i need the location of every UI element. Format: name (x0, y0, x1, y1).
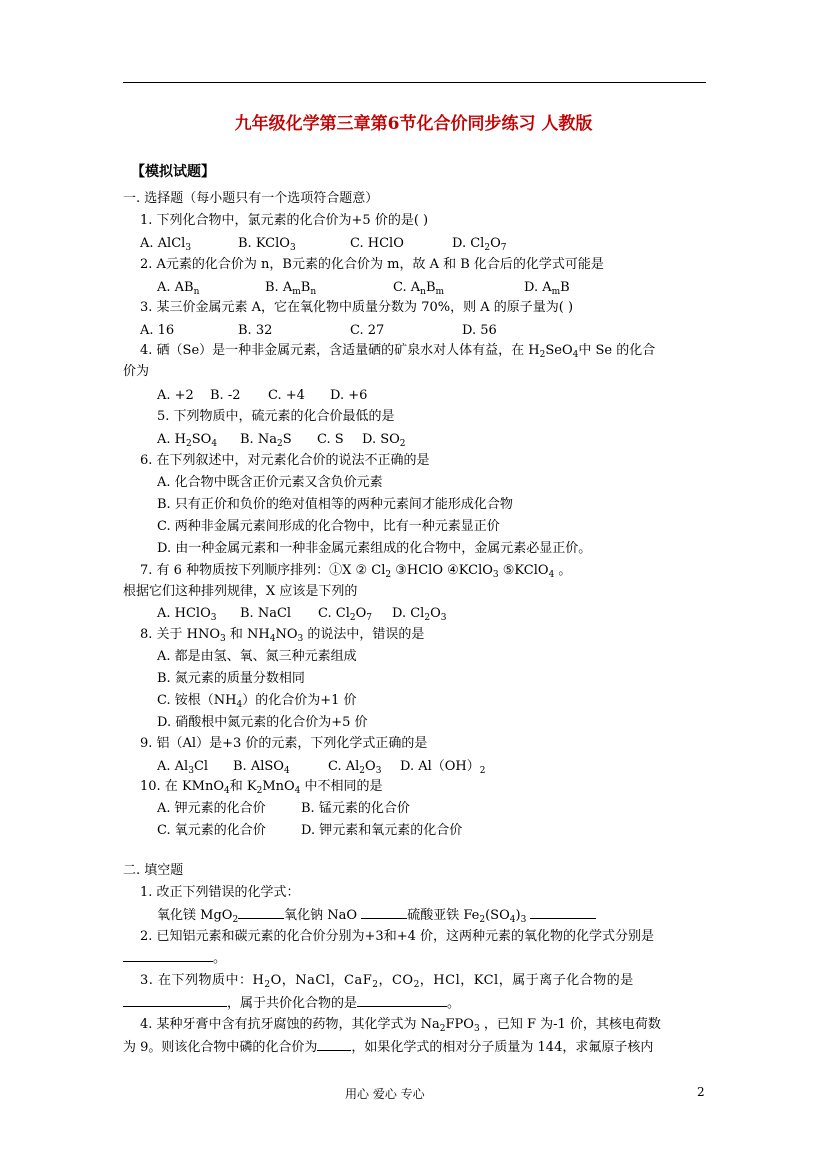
q1-opt-a: A. AlCl$_3$ (140, 236, 192, 253)
f1-blank-1[interactable] (238, 906, 284, 919)
q9-opt-c: C. $Al_2O_3$ (328, 759, 382, 776)
q4-opt-d: D. +6 (330, 388, 368, 403)
q4-opt-a: A. +2 (157, 388, 194, 403)
q8-opt-a: A. 都是由氢、氧、氮三种元素组成 (157, 649, 357, 664)
q3-opt-b: B. 32 (238, 323, 273, 338)
q9-opt-d: D. $Al(OH)_2$ (400, 759, 486, 776)
q10-opt-d: D. 钾元素和氧元素的化合价 (301, 823, 463, 838)
q1-opt-c: C. HClO (350, 236, 404, 251)
f2-answer: 。 (123, 949, 226, 968)
q9-stem: 9. 铝（Al）是+3 价的元素，下列化学式正确的是 (140, 736, 428, 751)
f1-blank-2[interactable] (361, 906, 407, 919)
q10-opt-a: A. 钾元素的化合价 (157, 801, 266, 816)
q7-opt-a: A. HClO$_3$ (157, 606, 217, 623)
q8-opt-c: C. 铵根$(NH_4)$的化合价为+1 价 (157, 693, 357, 710)
part2-heading: 二. 填空题 (123, 863, 184, 878)
header-rule (123, 82, 706, 83)
q7-opt-d: D. $Cl_2O_3$ (392, 606, 447, 623)
q5-opt-b: B. $Na_2S$ (240, 432, 292, 449)
page-number: 2 (697, 1085, 705, 1099)
q3-opt-a: A. 16 (140, 323, 175, 338)
q6-opt-d: D. 由一种金属元素和一种非金属元素组成的化合物中，金属元素必显正价。 (157, 541, 592, 556)
q1-opt-d: D. $Cl_2O_7$ (452, 236, 507, 253)
q5-stem: 5. 下列物质中，硫元素的化合价最低的是 (157, 409, 395, 424)
f3-blank-2[interactable] (357, 994, 447, 1007)
q10-opt-c: C. 氧元素的化合价 (157, 823, 266, 838)
q6-stem: 6. 在下列叙述中，对元素化合价的说法不正确的是 (140, 453, 430, 468)
q8-opt-b: B. 氮元素的质量分数相同 (157, 671, 305, 686)
q4-stem-cont: 价为 (123, 364, 150, 379)
part1-heading: 一. 选择题（每小题只有一个选项符合题意） (123, 191, 379, 206)
q2-opt-c: C. $A_nB_m$ (393, 280, 445, 297)
q2-stem: 2. A元素的化合价为 n，B元素的化合价为 m，故 A 和 B 化合后的化学式可能是 (140, 257, 604, 272)
f1-items: 氧化镁 MgO$_2$ 氧化钠 NaO 硫酸亚铁 $Fe_2(SO_4)_3$ (157, 906, 596, 925)
f2-blank[interactable] (123, 949, 213, 962)
f4-blank[interactable] (317, 1038, 351, 1051)
footer-motto: 用心 爱心 专心 (345, 1087, 425, 1101)
q6-opt-c: C. 两种非金属元素间形成的化合物中，比有一种元素显正价 (157, 519, 500, 534)
f3-answer: ，属于共价化合物的是 。 (123, 994, 460, 1013)
q3-opt-d: D. 56 (462, 323, 497, 338)
q7-stem: 7. 有 6 种物质按下列顺序排列：①X ② $Cl_2$ ③HClO ④KClO$_3$ ⑤KClO$_4$ 。 (140, 563, 572, 580)
f1-stem: 1. 改正下列错误的化学式： (140, 885, 300, 900)
f2-stem: 2. 已知铝元素和碳元素的化合价分别为+3和+4 价，这两种元素的氧化物的化学式分别是 (140, 929, 654, 944)
q2-opt-b: B. $A_mB_n$ (265, 280, 317, 297)
q4-stem: 4. 硒（Se）是一种非金属元素，含适量硒的矿泉水对人体有益，在 $H_2SeO_4$中 Se 的化合 (140, 343, 656, 360)
q8-stem: 8. 关于 $HNO_3$ 和 $NH_4NO_3$ 的说法中，错误的是 (140, 627, 425, 644)
q1-stem: 1. 下列化合物中，氯元素的化合价为+5 价的是( ) (140, 213, 429, 228)
f1-blank-3[interactable] (530, 906, 596, 919)
q5-opt-d: D. $SO_2$ (362, 432, 406, 449)
section-header: 【模拟试题】 (131, 164, 215, 180)
q5-opt-a: A. $H_2SO_4$ (157, 432, 218, 449)
q5-opt-c: C. S (317, 432, 344, 447)
f4-stem-cont: 为 9。则该化合物中磷的化合价为 ，如果化学式的相对分子质量为 144，求氟原子核内 (123, 1040, 654, 1055)
q7-opt-b: B. NaCl (240, 606, 292, 621)
q6-opt-b: B. 只有正价和负价的绝对值相等的两种元素间才能形成化合物 (157, 497, 513, 512)
q8-opt-d: D. 硝酸根中氮元素的化合价为+5 价 (157, 715, 368, 730)
f4-stem: 4. 某种牙膏中含有抗牙腐蚀的药物，其化学式为 $Na_2FPO_3$ ，已知 F 为-1 价，其核电荷数 (140, 1017, 661, 1034)
q6-opt-a: A. 化合物中既含正价元素又含负价元素 (157, 475, 383, 490)
q4-opt-c: C. +4 (268, 388, 305, 403)
q9-opt-a: A. $Al_3Cl$ (157, 759, 209, 776)
f3-blank-1[interactable] (123, 994, 227, 1007)
q2-opt-a: A. $AB_n$ (157, 280, 200, 297)
q10-opt-b: B. 锰元素的化合价 (301, 801, 410, 816)
q1-opt-b: B. KClO$_3$ (238, 236, 296, 253)
q10-stem: 10. 在 KMnO$_4$和 $K_2MnO_4$ 中不相同的是 (140, 779, 383, 796)
q2-opt-d: D. $A_mB$ (524, 280, 570, 297)
q3-opt-c: C. 27 (350, 323, 385, 338)
f3-stem: 3. 在下列物质中：$H_2O$，NaCl，CaF$_2$，$CO_2$，HCl，KCl，属于离子化合物的是 (140, 973, 634, 990)
page-title: 九年级化学第三章第6节化合价同步练习 人教版 (234, 114, 593, 134)
q4-opt-b: B. -2 (210, 388, 241, 403)
q7-stem-cont: 根据它们这种排列规律，X 应该是下列的 (123, 584, 358, 599)
q7-opt-c: C. $Cl_2O_7$ (318, 606, 372, 623)
q9-opt-b: B. AlSO$_4$ (233, 759, 290, 776)
q3-stem: 3. 某三价金属元素 A，它在氧化物中质量分数为 70%，则 A 的原子量为( ) (140, 300, 574, 315)
